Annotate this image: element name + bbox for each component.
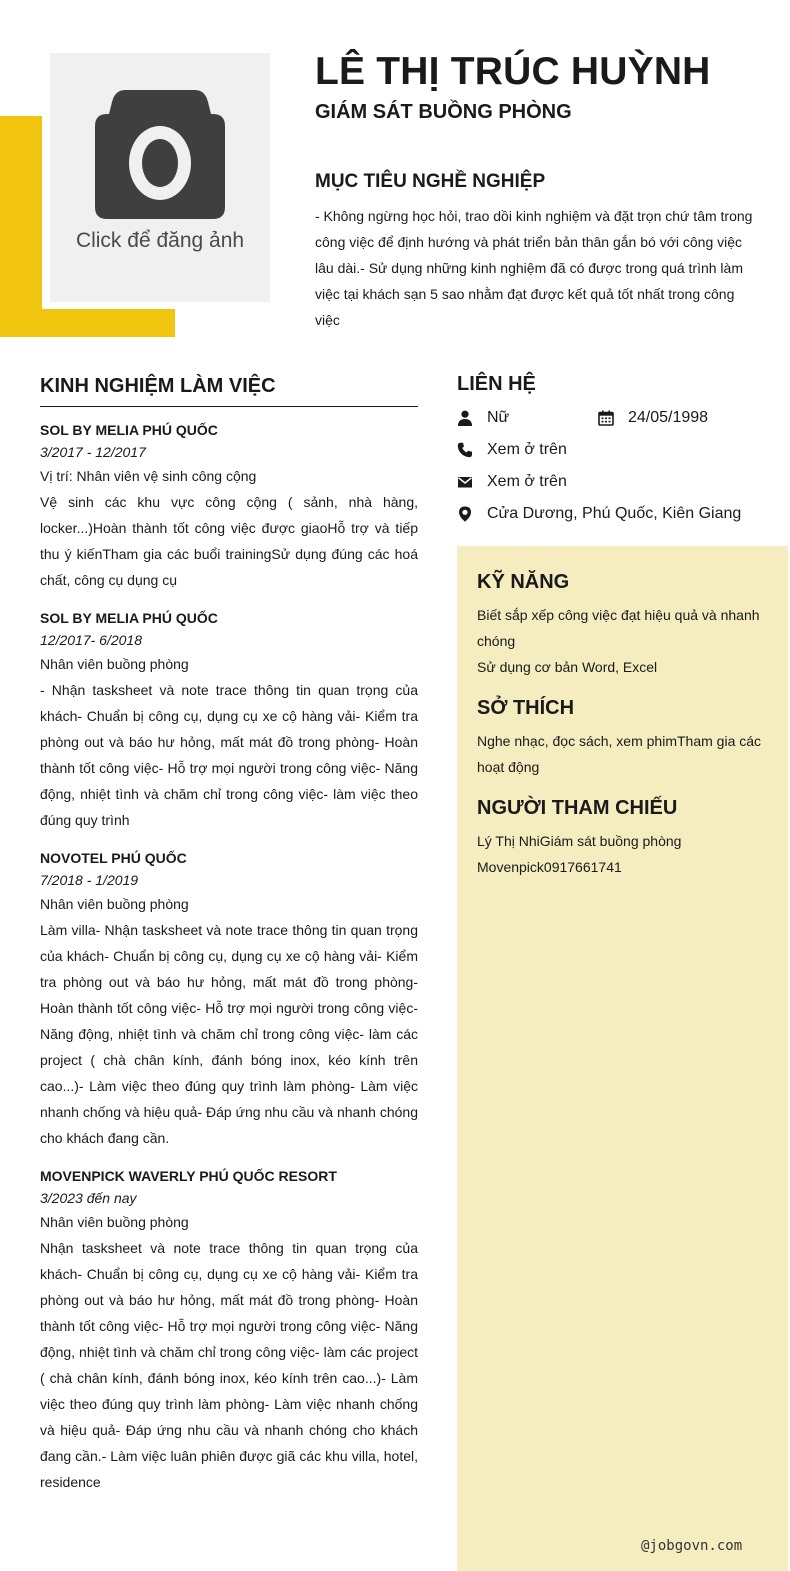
experience-section — [40, 372, 418, 1495]
job-entry — [40, 607, 418, 833]
photo-upload[interactable] — [50, 53, 270, 302]
contact-gender — [457, 402, 509, 434]
person-icon — [457, 410, 473, 426]
skills-heading: KỸ NĂNG — [477, 571, 570, 593]
contact-phone — [457, 434, 567, 466]
address-value: Cửa Dương, Phú Quốc, Kiên Giang — [487, 505, 742, 522]
job-position: Nhân viên buồng phòng — [40, 656, 189, 672]
job-title: GIÁM SÁT BUỒNG PHÒNG — [315, 101, 572, 123]
hobbies-text: Nghe nhạc, đọc sách, xem phimTham gia các hoạt động — [477, 733, 762, 775]
skill-item: Sử dụng cơ bản Word, Excel — [477, 659, 658, 675]
experience-heading: KINH NGHIỆM LÀM VIỆC — [40, 372, 418, 407]
objective-heading: MỤC TIÊU NGHỀ NGHIỆP — [315, 171, 546, 192]
hobbies-section — [477, 694, 768, 780]
accent-bar-horizontal — [0, 309, 175, 337]
reference-line: Lý Thị NhiGiám sát buồng phòng — [477, 833, 682, 849]
envelope-icon — [457, 474, 473, 490]
hobbies-heading: SỞ THÍCH — [477, 697, 575, 719]
skills-section — [477, 568, 768, 680]
contact-address — [457, 498, 741, 530]
watermark: @jobgovn.com — [641, 1538, 743, 1554]
phone-icon — [457, 442, 473, 458]
job-entry — [40, 419, 418, 593]
job-company: NOVOTEL PHÚ QUỐC — [40, 850, 187, 866]
birthday-value: 24/05/1998 — [628, 409, 709, 426]
candidate-name: LÊ THỊ TRÚC HUỲNH — [315, 50, 711, 93]
location-pin-icon — [457, 506, 473, 522]
job-company: SOL BY MELIA PHÚ QUỐC — [40, 610, 218, 626]
job-description: - Nhận tasksheet và note trace thông tin quan trọng của khách- Chuẩn bị công cụ, dụng cụ xe cộ hàng vải- Kiểm tra phòng out và báo hư hỏng, mất mát đồ trong phòng- Hoàn thành tốt công việc- Hỗ trợ mọi người trong công việc- Năng động, nhiệt tình và chăm chỉ trong công việc- làm việc theo đúng quy trình — [40, 682, 418, 828]
phone-value: Xem ở trên — [487, 441, 567, 458]
objective-text: - Không ngừng học hỏi, trao dồi kinh nghiệm và đặt trọn chứ tâm trong công việc để định hướng và phát triển bản thân gắn bó với công việc lâu dài.- Sử dụng những kinh nghiệm đã có được trong quá trình làm việc tại khách sạn 5 sao nhằm đạt được kết quả tốt nhất trong công việc — [315, 208, 753, 328]
contact-birthday — [598, 402, 708, 434]
job-entry — [40, 847, 418, 1151]
job-company: SOL BY MELIA PHÚ QUỐC — [40, 422, 218, 438]
email-value: Xem ở trên — [487, 473, 567, 490]
job-company: MOVENPICK WAVERLY PHÚ QUỐC RESORT — [40, 1168, 337, 1184]
job-description: Làm villa- Nhận tasksheet và note trace thông tin quan trọng của khách- Chuẩn bị công cụ, dụng cụ xe cộ hàng vải- Kiểm tra phòng out và báo hư hỏng, mất mát đồ trong phòng- Hoàn thành tốt công việc- Hỗ trợ mọi người trong công việc- Năng động, nhiệt tình và chăm chỉ trong công việc- làm các project ( chà chân kính, đánh bóng inox, kéo kính trên cao...)- Làm việc theo đúng quy trình làm phòng- Làm việc nhanh chống và hiệu quả- Đáp ứng nhu cầu và nhanh chóng cho khách đang cần. — [40, 922, 418, 1146]
job-position: Nhân viên buồng phòng — [40, 896, 189, 912]
job-period: 3/2017 - 12/2017 — [40, 444, 146, 460]
contact-email — [457, 466, 567, 498]
photo-upload-label: Click để đăng ảnh — [75, 229, 245, 252]
references-heading: NGƯỜI THAM CHIẾU — [477, 797, 678, 819]
job-period: 12/2017- 6/2018 — [40, 632, 142, 648]
gender-value: Nữ — [487, 409, 510, 426]
camera-icon — [95, 90, 225, 220]
job-position: Vị trí: Nhân viên vệ sinh công cộng — [40, 468, 257, 484]
contact-section — [457, 370, 777, 530]
references-section — [477, 794, 768, 880]
job-period: 3/2023 đến nay — [40, 1190, 137, 1206]
sidebar — [457, 546, 788, 1571]
job-position: Nhân viên buồng phòng — [40, 1214, 189, 1230]
job-description: Nhận tasksheet và note trace thông tin quan trọng của khách- Chuẩn bị công cụ, dụng cụ xe cộ hàng vải- Kiểm tra phòng out và báo hư hỏng, mất mát đồ trong phòng- Hoàn thành tốt công việc- Hỗ trợ mọi người trong công việc- Năng động, nhiệt tình và chăm chỉ trong công việc- làm các project ( chà chân kính, đánh bóng inox, kéo kính trên cao...)- Làm việc theo đúng quy trình làm phòng- Làm việc nhanh chống và hiệu quả- Đáp ứng nhu cầu và nhanh chóng cho khách đang cần.- Làm việc luân phiên được giã các khu villa, hotel, residence — [40, 1240, 418, 1490]
job-period: 7/2018 - 1/2019 — [40, 872, 139, 888]
skill-item: Biết sắp xếp công việc đạt hiệu quả và nhanh chóng — [477, 607, 760, 649]
job-description: Vệ sinh các khu vực công cộng ( sảnh, nhà hàng, locker...)Hoàn thành tốt công việc được giaoHỗ trợ và tiếp thu ý kiếnTham gia các buổi trainingSử dụng đúng các hoá chất, công cụ dụng cụ — [40, 494, 418, 588]
job-entry — [40, 1165, 418, 1495]
contact-heading: LIÊN HỆ — [457, 373, 536, 395]
calendar-icon — [598, 410, 614, 426]
accent-bar-vertical — [0, 116, 42, 337]
reference-line: Movenpick0917661741 — [477, 859, 622, 875]
